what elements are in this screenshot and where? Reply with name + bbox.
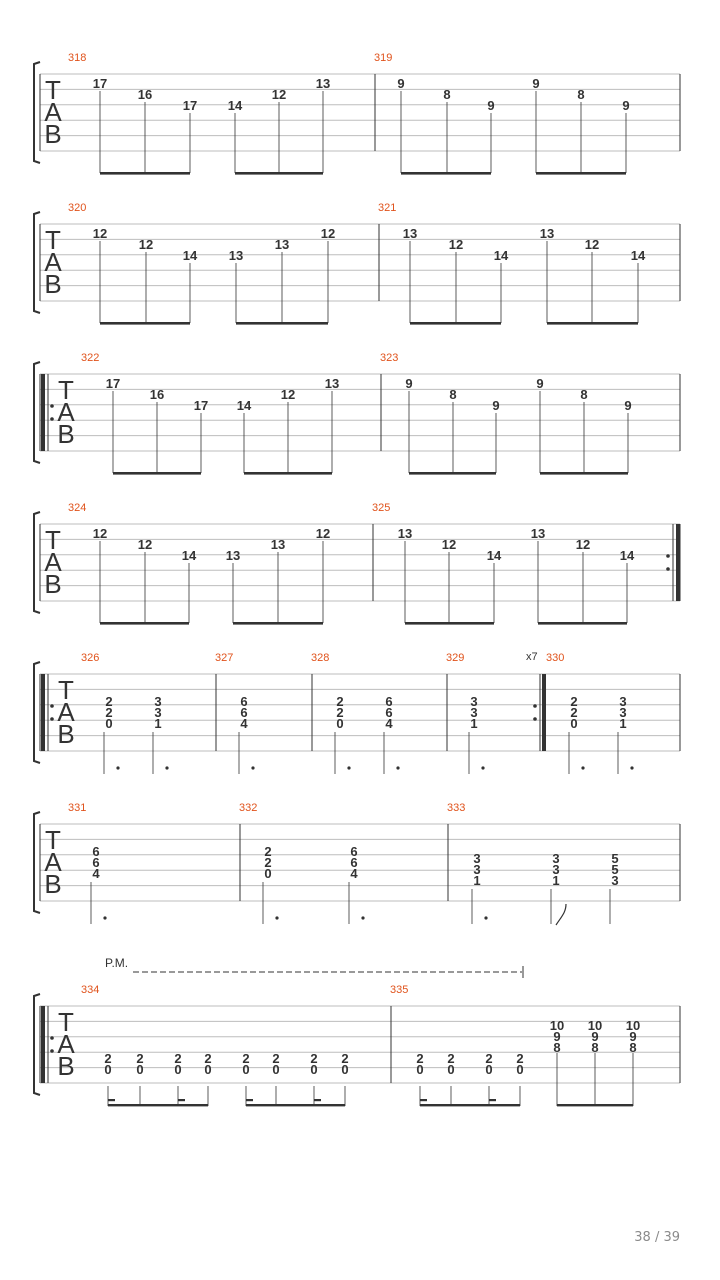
beam — [410, 322, 501, 325]
fret-number: 14 — [486, 548, 502, 563]
chord-fret: 2 — [264, 855, 272, 870]
dyad-fret: 2 — [174, 1051, 182, 1066]
measure-number: 329 — [446, 652, 465, 664]
sixteenth-beamlet — [108, 1099, 115, 1101]
tab-system — [34, 212, 680, 325]
chord-fret: 3 — [619, 694, 627, 709]
fret-number: 9 — [532, 76, 540, 91]
chord-fret: 3 — [619, 705, 627, 720]
chord-fret: 1 — [619, 716, 627, 731]
measure-number: 335 — [390, 984, 409, 996]
chord-fret: 8 — [591, 1040, 599, 1055]
tab-clef-t: T — [45, 225, 61, 255]
tab-system — [34, 62, 680, 175]
fret-number: 16 — [149, 387, 165, 402]
fret-number: 12 — [271, 87, 287, 102]
chord-fret: 2 — [570, 694, 578, 709]
system-bracket — [34, 662, 40, 763]
dyad-fret: 0 — [174, 1062, 182, 1077]
beam — [557, 1104, 633, 1106]
fret-number: 14 — [227, 98, 243, 113]
fret-number: 17 — [105, 376, 121, 391]
dyad-fret: 2 — [447, 1051, 455, 1066]
chord-fret: 3 — [611, 873, 619, 888]
chord-fret: 3 — [552, 862, 560, 877]
chord-fret: 3 — [154, 705, 162, 720]
measure-number: 324 — [68, 502, 87, 514]
chord-fret: 6 — [92, 855, 100, 870]
system-bracket — [34, 812, 40, 913]
dotted-rhythm-dot — [581, 766, 584, 769]
dyad-fret: 0 — [272, 1062, 280, 1077]
sixteenth-beamlet — [489, 1099, 496, 1101]
sixteenth-beamlet — [246, 1099, 253, 1101]
tab-clef-a: A — [57, 397, 75, 427]
fret-number: 9 — [624, 398, 632, 413]
tab-system — [34, 512, 680, 625]
sixteenth-beamlet — [420, 1099, 427, 1101]
fret-number: 12 — [448, 237, 464, 252]
dyad-fret: 2 — [341, 1051, 349, 1066]
dyad-fret: 2 — [416, 1051, 424, 1066]
tab-system — [34, 662, 680, 774]
dotted-rhythm-dot — [481, 766, 484, 769]
chord-fret: 3 — [473, 851, 481, 866]
dyad-fret: 2 — [136, 1051, 144, 1066]
tab-clef-a: A — [57, 697, 75, 727]
dyad-fret: 2 — [485, 1051, 493, 1066]
chord-fret: 1 — [473, 873, 481, 888]
beam — [108, 1104, 208, 1106]
fret-number: 12 — [92, 226, 108, 241]
measure-number: 333 — [447, 802, 466, 814]
fret-number: 13 — [324, 376, 340, 391]
fret-number: 14 — [630, 248, 646, 263]
repeat-dot — [533, 717, 537, 721]
beam — [100, 622, 189, 625]
beam — [536, 172, 626, 175]
chord-fret: 6 — [240, 705, 248, 720]
fret-number: 12 — [92, 526, 108, 541]
fret-number: 13 — [270, 537, 286, 552]
page-number: 38 / 39 — [634, 1230, 680, 1245]
dotted-rhythm-dot — [347, 766, 350, 769]
chord-fret: 0 — [570, 716, 578, 731]
tab-clef-b: B — [44, 569, 62, 599]
measure-number: 322 — [81, 352, 100, 364]
repeat-start-thick-bar — [41, 374, 45, 451]
system-bracket — [34, 994, 40, 1095]
tab-clef-a: A — [57, 1029, 75, 1059]
dotted-rhythm-dot — [165, 766, 168, 769]
fret-number: 8 — [443, 87, 451, 102]
system-bracket — [34, 512, 40, 613]
fret-number: 13 — [397, 526, 413, 541]
fret-number: 14 — [493, 248, 509, 263]
measure-number: 326 — [81, 652, 100, 664]
dyad-fret: 2 — [310, 1051, 318, 1066]
beam — [547, 322, 638, 325]
chord-fret: 6 — [385, 705, 393, 720]
repeat-start-thick-bar — [41, 1006, 45, 1083]
fret-number: 14 — [182, 248, 198, 263]
fret-number: 13 — [274, 237, 290, 252]
repeat-end-thick-bar — [676, 524, 680, 601]
beam — [100, 172, 190, 175]
beam — [409, 472, 496, 475]
repeat-count-label: x7 — [526, 651, 538, 663]
repeat-end-thick-bar — [542, 674, 546, 751]
chord-fret: 2 — [336, 694, 344, 709]
dotted-rhythm-dot — [630, 766, 633, 769]
tab-clef-a: A — [44, 97, 62, 127]
fret-number: 9 — [492, 398, 500, 413]
measure-number: 320 — [68, 202, 87, 214]
fret-number: 9 — [397, 76, 405, 91]
tab-system — [34, 362, 680, 475]
chord-fret: 9 — [629, 1029, 637, 1044]
chord-fret: 2 — [336, 705, 344, 720]
repeat-dot — [533, 704, 537, 708]
fret-number: 16 — [137, 87, 153, 102]
beam — [233, 622, 323, 625]
dyad-fret: 2 — [516, 1051, 524, 1066]
dyad-fret: 0 — [204, 1062, 212, 1077]
fret-number: 13 — [539, 226, 555, 241]
chord-fret: 1 — [552, 873, 560, 888]
tab-clef-t: T — [45, 525, 61, 555]
repeat-dot — [50, 717, 54, 721]
fret-number: 12 — [137, 537, 153, 552]
chord-fret: 4 — [350, 866, 358, 881]
tab-clef-b: B — [57, 719, 75, 749]
dotted-rhythm-dot — [396, 766, 399, 769]
dotted-rhythm-dot — [275, 916, 278, 919]
chord-fret: 3 — [154, 694, 162, 709]
repeat-dot — [50, 704, 54, 708]
chord-fret: 3 — [473, 862, 481, 877]
fret-number: 9 — [487, 98, 495, 113]
dyad-fret: 2 — [272, 1051, 280, 1066]
fret-number: 13 — [225, 548, 241, 563]
dyad-fret: 0 — [485, 1062, 493, 1077]
measure-number: 331 — [68, 802, 87, 814]
chord-fret: 1 — [154, 716, 162, 731]
beam — [100, 322, 190, 325]
fret-number: 12 — [280, 387, 296, 402]
beam — [246, 1104, 345, 1106]
note-flag — [556, 904, 566, 925]
sixteenth-beamlet — [178, 1099, 185, 1101]
dotted-rhythm-dot — [103, 916, 106, 919]
dyad-fret: 0 — [242, 1062, 250, 1077]
chord-fret: 3 — [552, 851, 560, 866]
dyad-fret: 0 — [104, 1062, 112, 1077]
fret-number: 13 — [228, 248, 244, 263]
fret-number: 13 — [402, 226, 418, 241]
fret-number: 8 — [577, 87, 585, 102]
repeat-dot — [666, 554, 670, 558]
tab-clef-a: A — [44, 847, 62, 877]
fret-number: 12 — [320, 226, 336, 241]
system-bracket — [34, 362, 40, 463]
dyad-fret: 0 — [136, 1062, 144, 1077]
fret-number: 17 — [182, 98, 198, 113]
repeat-dot — [666, 567, 670, 571]
beam — [405, 622, 494, 625]
tab-clef-t: T — [58, 1007, 74, 1037]
chord-fret: 3 — [470, 694, 478, 709]
tab-clef-t: T — [45, 825, 61, 855]
dotted-rhythm-dot — [251, 766, 254, 769]
chord-fret: 4 — [385, 716, 393, 731]
chord-fret: 1 — [470, 716, 478, 731]
fret-number: 14 — [236, 398, 252, 413]
chord-fret: 9 — [553, 1029, 561, 1044]
fret-number: 8 — [449, 387, 457, 402]
fret-number: 12 — [575, 537, 591, 552]
chord-fret: 10 — [625, 1018, 641, 1033]
chord-fret: 2 — [105, 694, 113, 709]
fret-number: 14 — [619, 548, 635, 563]
measure-number: 332 — [239, 802, 258, 814]
dyad-fret: 2 — [104, 1051, 112, 1066]
chord-fret: 8 — [629, 1040, 637, 1055]
chord-fret: 4 — [240, 716, 248, 731]
fret-number: 12 — [584, 237, 600, 252]
measure-number: 318 — [68, 52, 87, 64]
measure-number: 334 — [81, 984, 100, 996]
dyad-fret: 0 — [447, 1062, 455, 1077]
fret-number: 9 — [405, 376, 413, 391]
beam — [235, 172, 323, 175]
measure-number: 327 — [215, 652, 234, 664]
measure-number: 321 — [378, 202, 397, 214]
chord-fret: 10 — [549, 1018, 565, 1033]
fret-number: 12 — [138, 237, 154, 252]
beam — [113, 472, 201, 475]
chord-fret: 10 — [587, 1018, 603, 1033]
chord-fret: 2 — [105, 705, 113, 720]
repeat-dot — [50, 1036, 54, 1040]
fret-number: 12 — [441, 537, 457, 552]
system-bracket — [34, 212, 40, 313]
fret-number: 12 — [315, 526, 331, 541]
beam — [538, 622, 627, 625]
dotted-rhythm-dot — [116, 766, 119, 769]
fret-number: 9 — [536, 376, 544, 391]
fret-number: 17 — [92, 76, 108, 91]
beam — [244, 472, 332, 475]
measure-number: 328 — [311, 652, 330, 664]
repeat-start-thick-bar — [41, 674, 45, 751]
chord-fret: 0 — [336, 716, 344, 731]
fret-number: 9 — [622, 98, 630, 113]
chord-fret: 5 — [611, 851, 619, 866]
measure-number: 319 — [374, 52, 393, 64]
dyad-fret: 0 — [416, 1062, 424, 1077]
chord-fret: 6 — [350, 844, 358, 859]
repeat-dot — [50, 417, 54, 421]
fret-number: 13 — [530, 526, 546, 541]
fret-number: 13 — [315, 76, 331, 91]
tab-clef-a: A — [44, 247, 62, 277]
beam — [401, 172, 491, 175]
tab-clef-b: B — [57, 419, 75, 449]
chord-fret: 0 — [105, 716, 113, 731]
dyad-fret: 0 — [516, 1062, 524, 1077]
beam — [236, 322, 328, 325]
fret-number: 17 — [193, 398, 209, 413]
chord-fret: 4 — [92, 866, 100, 881]
sixteenth-beamlet — [314, 1099, 321, 1101]
tab-system — [34, 966, 680, 1106]
measure-number: 330 — [546, 652, 565, 664]
tab-clef-t: T — [58, 375, 74, 405]
tab-clef-b: B — [44, 269, 62, 299]
chord-fret: 2 — [264, 844, 272, 859]
chord-fret: 5 — [611, 862, 619, 877]
chord-fret: 9 — [591, 1029, 599, 1044]
tab-clef-a: A — [44, 547, 62, 577]
beam — [540, 472, 628, 475]
fret-number: 8 — [580, 387, 588, 402]
tab-clef-t: T — [45, 75, 61, 105]
chord-fret: 0 — [264, 866, 272, 881]
tab-clef-t: T — [58, 675, 74, 705]
palm-mute-label: P.M. — [105, 956, 129, 970]
dyad-fret: 2 — [242, 1051, 250, 1066]
repeat-dot — [50, 404, 54, 408]
dyad-fret: 2 — [204, 1051, 212, 1066]
dyad-fret: 0 — [310, 1062, 318, 1077]
measure-number: 323 — [380, 352, 399, 364]
system-bracket — [34, 62, 40, 163]
chord-fret: 6 — [240, 694, 248, 709]
chord-fret: 8 — [553, 1040, 561, 1055]
repeat-dot — [50, 1049, 54, 1053]
dyad-fret: 0 — [341, 1062, 349, 1077]
fret-number: 14 — [181, 548, 197, 563]
beam — [420, 1104, 520, 1106]
dotted-rhythm-dot — [484, 916, 487, 919]
chord-fret: 3 — [470, 705, 478, 720]
tab-clef-b: B — [44, 119, 62, 149]
measure-number: 325 — [372, 502, 391, 514]
tab-clef-b: B — [44, 869, 62, 899]
tab-clef-b: B — [57, 1051, 75, 1081]
chord-fret: 2 — [570, 705, 578, 720]
dotted-rhythm-dot — [361, 916, 364, 919]
chord-fret: 6 — [350, 855, 358, 870]
chord-fret: 6 — [92, 844, 100, 859]
chord-fret: 6 — [385, 694, 393, 709]
